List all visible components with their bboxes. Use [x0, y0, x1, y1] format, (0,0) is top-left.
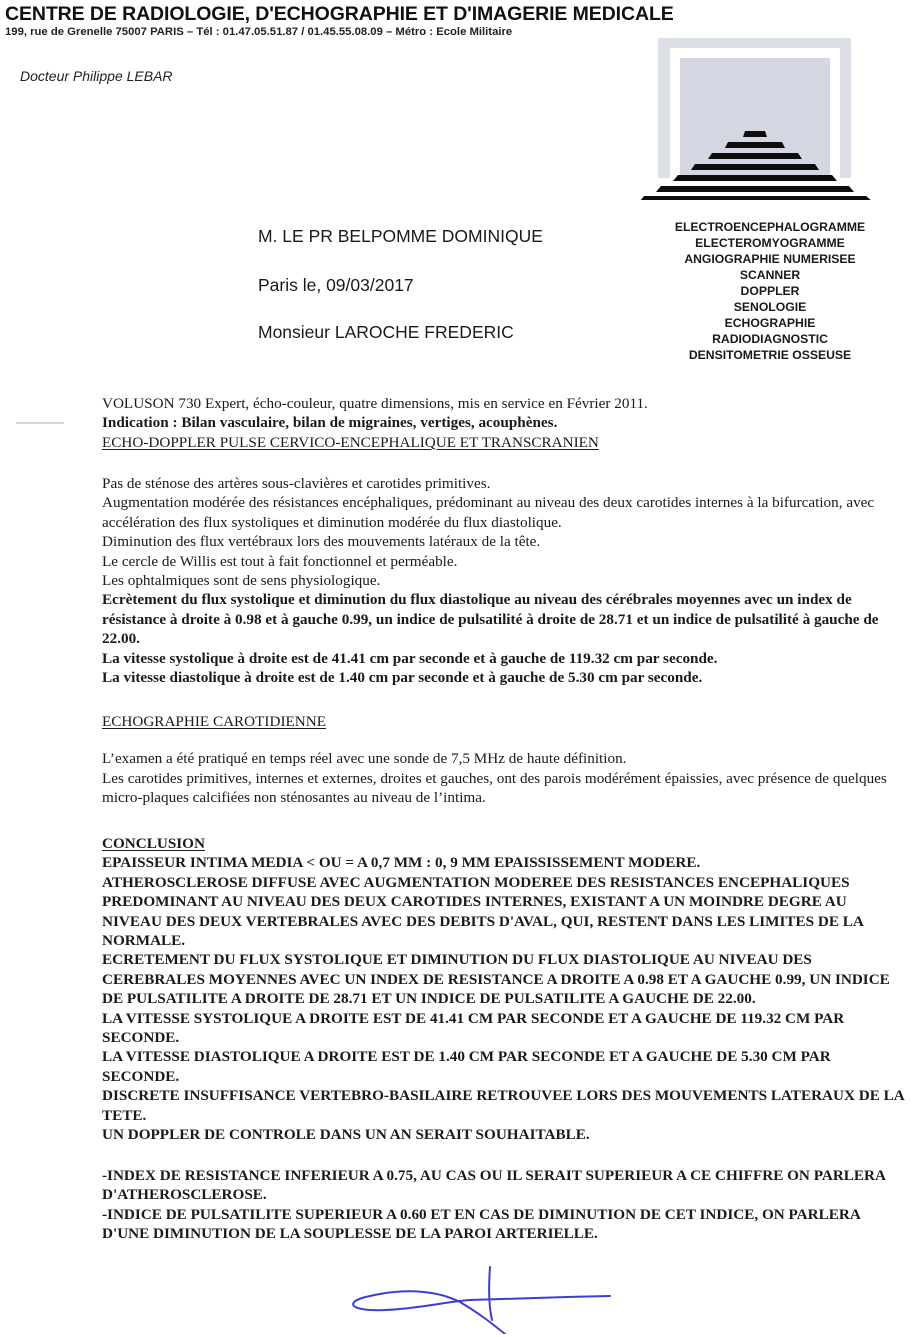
exam-device: VOLUSON 730 Expert, écho-couleur, quatre dimensions, mis en service en Février 2011.	[102, 395, 648, 412]
carotid-line: Les carotides primitives, internes et externes, droites et gauches, ont des parois modérément épaissies, avec présence de quelques micro-plaques calcifiées non sténosantes au niveau de l’intima.	[102, 769, 887, 807]
service-item: SENOLOGIE	[733, 300, 807, 314]
finding-line: Le cercle de Willis est tout à fait fonctionnel et perméable.	[102, 552, 458, 570]
conclusion-line: ECRETEMENT DU FLUX SYSTOLIQUE ET DIMINUTION DU FLUX DIASTOLIQUE AU NIVEAU DES CEREBRALES MOYENNES AVEC UN INDEX DE RESISTANCE A DROITE A 0.98 ET A GAUCHE 0.99, UN INDICE DE PULSATILITE A DROITE DE 28.71 ET UN INDICE DE PULSATILITE A GAUCHE DE 22.00.	[102, 951, 890, 1008]
logo-step	[691, 164, 819, 170]
doctor-name: Docteur Philippe LEBAR	[20, 68, 173, 84]
patient-name: Monsieur LAROCHE FREDERIC	[258, 322, 514, 342]
logo-step	[708, 153, 802, 159]
note-line: -INDICE DE PULSATILITE SUPERIEUR A 0.60 ET EN CAS DE DIMINUTION DE CET INDICE, ON PARLERA D'UNE DIMINUTION DE LA SOUPLESSE DE LA PAROI ARTERIELLE.	[102, 1205, 860, 1243]
conclusion-line: ATHEROSCLEROSE DIFFUSE AVEC AUGMENTATION MODEREE DES RESISTANCES ENCEPHALIQUES PREDOMINANT AU NIVEAU DES DEUX CAROTIDES INTERNES, EXISTANT A UN MOINDRE DEGRE AU NIVEAU DES DEUX VERTEBRALES AVEC DES DEBITS D'AVAL, QUI, RESTENT DANS LES LIMITES DE LA NORMALE.	[102, 873, 864, 950]
handwritten-signature-icon	[340, 1262, 630, 1334]
conclusion-line: EPAISSEUR INTIMA MEDIA < OU = A 0,7 MM : 0, 9 MM EPAISSISSEMENT MODERE.	[102, 854, 701, 872]
finding-line: Les ophtalmiques sont de sens physiologique.	[102, 572, 381, 590]
center-name: CENTRE DE RADIOLOGIE, D'ECHOGRAPHIE ET D'IMAGERIE MEDICALE	[5, 3, 674, 25]
service-item: SCANNER	[739, 268, 801, 282]
logo-step	[673, 175, 837, 181]
service-item: RADIODIAGNOSTIC	[712, 332, 828, 346]
place-date: Paris le, 09/03/2017	[258, 275, 414, 295]
doppler-findings	[102, 474, 910, 687]
finding-line: Diminution des flux vertébraux lors des mouvements latéraux de la tête.	[102, 533, 541, 551]
margin-mark	[16, 422, 64, 424]
finding-line: Pas de sténose des artères sous-clavières et carotides primitives.	[102, 475, 491, 492]
logo-inner-panel	[680, 58, 830, 178]
conclusion-line: LA VITESSE DIASTOLIQUE A DROITE EST DE 1.40 CM PAR SECONDE ET A GAUCHE DE 5.30 CM PAR SECONDE.	[102, 1048, 831, 1085]
finding-bold-line: Ecrètement du flux systolique et diminution du flux diastolique au niveau des cérébrales moyennes avec un index de résistance à droite à 0.98 et à gauche 0.99, un indice de pulsatilité à droite de 28.71 et un indice de pulsatilité à gauche de 22.00.	[102, 591, 879, 648]
service-item: ANGIOGRAPHIE NUMERISEE	[684, 252, 856, 266]
finding-line: Augmentation modérée des résistances encéphaliques, prédominant au niveau des deux carotides internes à la bifurcation, avec accélération des flux systoliques et diminution modérée du flux diastolique.	[102, 494, 875, 531]
conclusion-section	[102, 834, 910, 1145]
conclusion-line: DISCRETE INSUFFISANCE VERTEBRO-BASILAIRE RETROUVEE LORS DES MOUVEMENTS LATERAUX DE LA TETE.	[102, 1087, 904, 1124]
service-item: ELECTEROMYOGRAMME	[695, 236, 845, 250]
reference-notes	[102, 1166, 892, 1244]
exam-title: ECHO-DOPPLER PULSE CERVICO-ENCEPHALIQUE ET TRANSCRANIEN	[102, 433, 599, 451]
carotid-line: L’examen a été pratiqué en temps réel avec une sonde de 7,5 MHz de haute définition.	[102, 750, 627, 768]
signature-stroke	[353, 1291, 610, 1334]
logo-step	[656, 186, 854, 192]
center-address: 199, rue de Grenelle 75007 PARIS – Tél : 01.47.05.51.87 / 01.45.55.08.09 – Métro : Ecole Militaire	[5, 26, 513, 38]
service-item: DENSITOMETRIE OSSEUSE	[688, 348, 852, 362]
logo-step	[743, 131, 767, 137]
note-line: -INDEX DE RESISTANCE INFERIEUR A 0.75, AU CAS OU IL SERAIT SUPERIEUR A CE CHIFFRE ON PARLERA D'ATHEROSCLEROSE.	[102, 1167, 886, 1204]
logo-step	[640, 196, 872, 200]
exam-header	[102, 394, 902, 452]
carotid-section	[102, 712, 910, 808]
conclusion-line: LA VITESSE SYSTOLIQUE A DROITE EST DE 41.41 CM PAR SECONDE ET A GAUCHE DE 119.32 CM PAR SECONDE.	[102, 1009, 845, 1047]
staircase-frame-logo-icon	[640, 38, 885, 200]
service-item: ELECTROENCEPHALOGRAMME	[674, 220, 866, 234]
carotid-title: ECHOGRAPHIE CAROTIDIENNE	[102, 713, 327, 730]
recipient: M. LE PR BELPOMME DOMINIQUE	[258, 226, 543, 246]
conclusion-title: CONCLUSION	[102, 835, 205, 852]
conclusion-line: UN DOPPLER DE CONTROLE DANS UN AN SERAIT SOUHAITABLE.	[102, 1126, 590, 1144]
finding-bold-line: La vitesse systolique à droite est de 41.41 cm par seconde et à gauche de 119.32 cm par seconde.	[102, 649, 718, 667]
finding-bold-line: La vitesse diastolique à droite est de 1.40 cm par seconde et à gauche de 5.30 cm par seconde.	[102, 669, 703, 687]
service-item: ECHOGRAPHIE	[724, 316, 816, 330]
logo-step	[725, 142, 785, 148]
services-list	[630, 219, 910, 363]
exam-indication: Indication : Bilan vasculaire, bilan de migraines, vertiges, acouphènes.	[102, 414, 558, 432]
service-item: DOPPLER	[740, 284, 800, 298]
signature-stroke	[489, 1267, 492, 1320]
